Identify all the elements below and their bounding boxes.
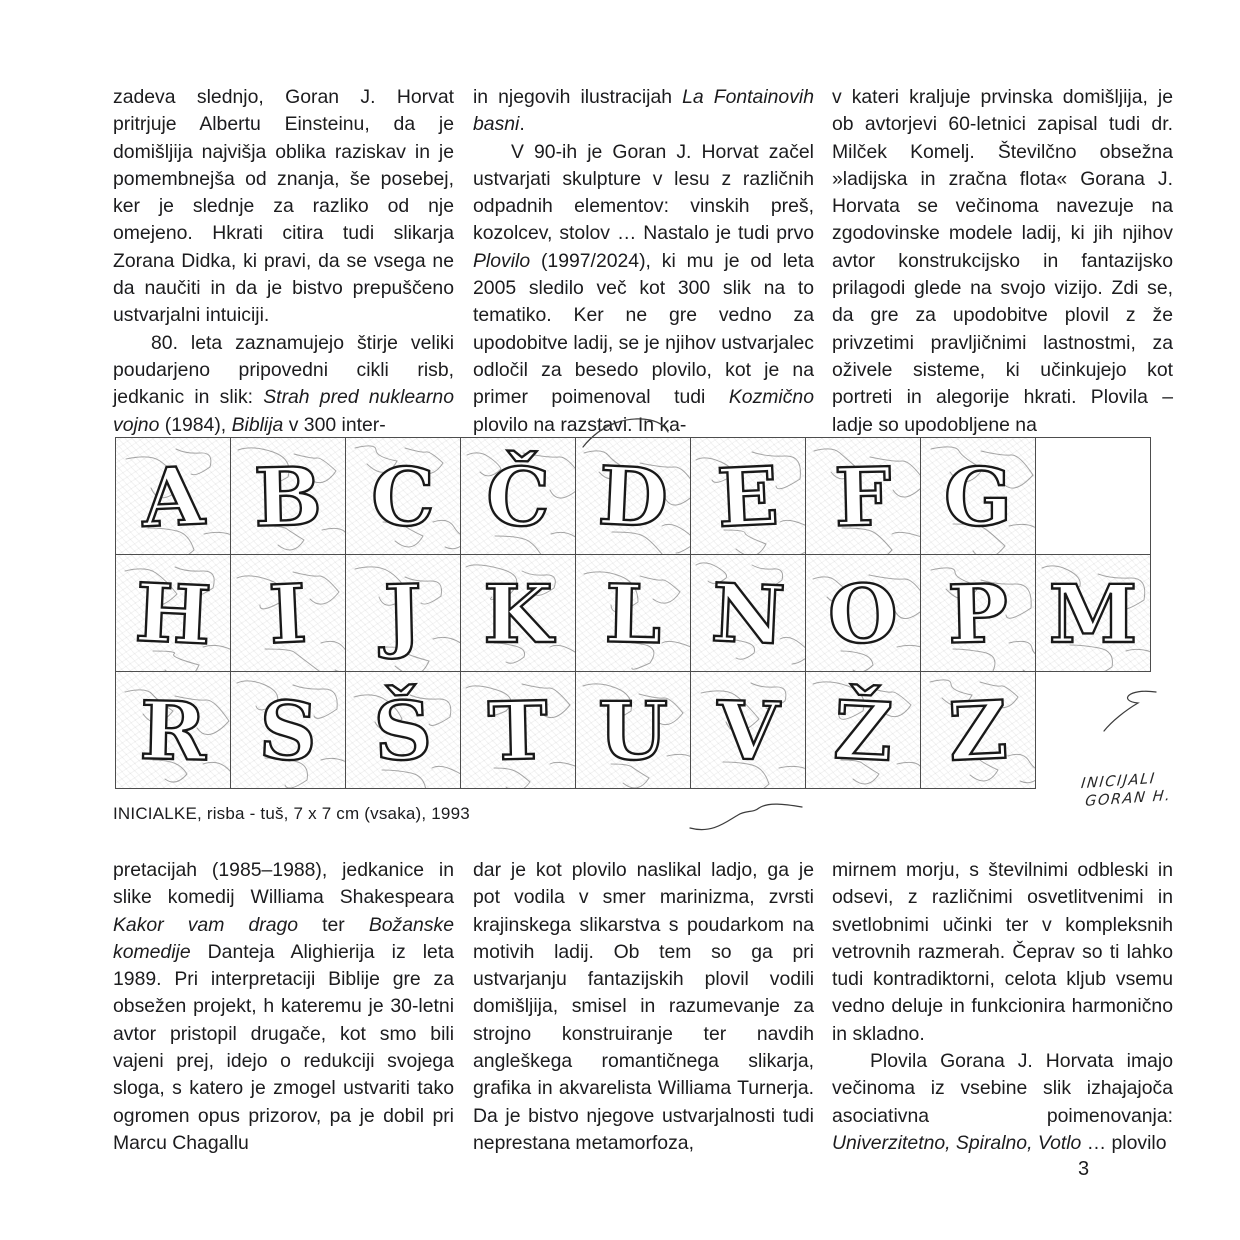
signature-line-1: INICIJALI	[1080, 770, 1157, 793]
italic-text: Biblija	[231, 413, 284, 436]
foliage-scribble	[897, 645, 920, 671]
initial-drawing-n	[691, 555, 805, 671]
initial-letter-f: F	[833, 449, 893, 545]
foliage-scribble	[662, 641, 690, 671]
initial-cell-j	[346, 555, 461, 672]
text-column-top-3	[832, 84, 1173, 439]
artist-signature	[1078, 769, 1174, 812]
initial-letter-š: Š	[371, 682, 434, 780]
initial-letter-z: Z	[946, 682, 1010, 780]
initial-cell-m	[1036, 555, 1151, 672]
text-run: dar je kot plovilo naslikal ladjo, ga je pot vodila v smer marinizma, zvrsti krajinskega slikarstva s poudarkom na motivih ladij. Ob tem so ga pri ustvarjanju fantazijskih plovil vodili domišljija, smisel in razumevanje za strojno konstruiranje ter navdih angleškega romantičnega slikarja, grafika in akvarelista Williama Turnerja. Da je bistvo njegove ustvarjalnosti tudi neprestana metamorfoza,	[473, 859, 814, 1154]
initial-letter-v: V	[715, 683, 781, 779]
initial-cell-c	[346, 438, 461, 555]
hand-drawn-swoosh-right	[1098, 686, 1162, 736]
text-column-bottom-1	[113, 857, 454, 1157]
initial-cell-s	[231, 672, 346, 789]
foliage-scribble	[203, 762, 230, 788]
text-run: (1984),	[159, 413, 232, 436]
text-run: pretacijah (1985–1988), jedkanice in slike komedij Williama Shakespeara	[113, 859, 454, 909]
text-run: Plovila Gorana J. Horvata imajo večinoma iz vsebine slik izhajajoča asociativna poimenovanja:	[832, 1050, 1173, 1127]
initial-drawing-k	[461, 555, 575, 671]
text-run: in njegovih ilustracijah	[473, 86, 683, 108]
text-run: mirnem morju, s številnimi odbleski in odsevi, z različnimi osvetlitvenimi in svetlobnimi učinki ter v kompleksnih vetrovnih razmerah. Čeprav so ti lahko tudi kontradiktorni, celota kljub vsemu vedno deluje in funkcionira harmonično in skladno.	[832, 859, 1173, 1045]
text-run: ter	[298, 913, 369, 936]
initial-cell-u	[576, 672, 691, 789]
text-run: (1997/2024), ki mu je od leta 2005 sledilo več kot 300 slik na to tematiko. Ker ne gre vedno za upodobitve ladij, se je njihov ustvarjalec odločil za besedo plovilo, kot je na primer poimenoval tudi	[473, 249, 814, 409]
initial-drawing-t	[461, 672, 575, 788]
initial-cell-o	[806, 555, 921, 672]
initial-letter-r: R	[138, 683, 208, 779]
text-run: v 300 inter-	[283, 413, 386, 436]
initial-cell-š	[346, 672, 461, 789]
initial-drawing-f	[806, 438, 920, 554]
initial-drawing-m	[1036, 555, 1150, 671]
initial-cell-l	[576, 555, 691, 672]
foliage-scribble	[1009, 524, 1035, 554]
initial-cell-i	[231, 555, 346, 672]
initial-cell-e	[691, 438, 806, 555]
initial-drawing-g	[921, 438, 1035, 554]
italic-text: Plovilo	[473, 249, 531, 272]
initial-cell-k	[461, 555, 576, 672]
paragraph	[473, 139, 814, 439]
initial-letter-d: D	[596, 448, 670, 546]
paragraph	[113, 84, 454, 330]
foliage-scribble	[433, 637, 460, 671]
initial-drawing-h	[116, 555, 230, 671]
initial-letter-e: E	[715, 448, 781, 546]
initial-drawing-i	[231, 555, 345, 671]
paragraph	[473, 857, 814, 1157]
text-run: 80. leta zaznamujejo štirje veliki poudarjeno pripovedni cikli risb, jedkanic in slik:	[113, 331, 454, 409]
italic-text: Strah pred nuklearno vojno	[113, 386, 454, 436]
foliage-scribble	[1008, 754, 1035, 782]
initial-letter-č: Č	[485, 449, 551, 545]
initial-drawing-j	[346, 555, 460, 671]
foliage-scribble	[892, 532, 920, 554]
initial-cell-t	[461, 672, 576, 789]
figure-caption: INICIALKE, risba - tuš, 7 x 7 cm (vsaka), 1993	[113, 804, 470, 823]
text-run: plovilo na razstavi. In ka-	[473, 413, 687, 436]
initial-letter-k: K	[483, 567, 553, 661]
initial-letter-g: G	[943, 450, 1013, 544]
paragraph	[832, 1048, 1173, 1157]
foliage-scribble	[780, 520, 805, 554]
initial-letter-i: I	[267, 566, 309, 662]
initial-cell-g	[921, 438, 1036, 555]
signature-line-2: GORAN H.	[1084, 787, 1173, 810]
initial-letter-s: S	[257, 682, 320, 780]
italic-text: Univerzitetno, Spiralno, Votlo	[832, 1131, 1082, 1154]
initial-letter-h: H	[133, 565, 214, 663]
initial-letter-b: B	[253, 449, 323, 545]
italic-text: La Fontainovih basni	[473, 86, 814, 136]
initial-letter-ž: Ž	[831, 682, 895, 780]
initials-illustration	[115, 437, 1151, 789]
text-run: .	[519, 113, 525, 136]
initial-drawing-c	[346, 438, 460, 554]
initial-drawing-ž	[806, 672, 920, 788]
initial-cell-a	[116, 438, 231, 555]
initial-drawing-p	[921, 555, 1035, 671]
initial-letter-t: T	[487, 683, 549, 779]
initial-drawing-a	[116, 438, 230, 554]
initial-cell-d	[576, 438, 691, 555]
paragraph	[113, 330, 454, 439]
foliage-scribble	[667, 754, 690, 788]
foliage-scribble	[432, 766, 460, 788]
initial-drawing-č	[461, 438, 575, 554]
initial-drawing-s	[231, 672, 345, 788]
italic-text: Kakor vam drago	[113, 913, 299, 936]
paragraph	[473, 84, 814, 139]
italic-text: Božanske komedije	[113, 913, 454, 963]
initial-letter-a: A	[139, 448, 207, 546]
initial-cell-z	[921, 672, 1036, 789]
initial-letter-c: C	[371, 450, 435, 544]
foliage-scribble	[550, 645, 575, 671]
initial-drawing-l	[576, 555, 690, 671]
initial-cell-v	[691, 672, 806, 789]
initial-drawing-e	[691, 438, 805, 554]
text-run: v kateri kraljuje prvinska domišljija, je ob avtorjevi 60-letnici zapisal tudi dr. Milček Komelj. Številčno obsežna »ladijska in zračna flota« Gorana J. Horvata se večinoma navezuje na zgodovinske modele ladij, ki jih njihov avtor konstrukcijsko in fantazijsko prilagodi glede na svojo vizijo. Zdi se, da gre za upodobitve plovil z že privzetimi pravljičnimi lastnostmi, za oživele sisteme, ki učinkujejo kot portreti in alegorije hkrati. Plovila – ladje so upodobljene na	[832, 86, 1173, 436]
foliage-scribble	[780, 637, 805, 664]
initial-letter-u: U	[598, 684, 668, 778]
initial-letter-p: P	[946, 566, 1010, 662]
text-run: Danteja Alighierija iz leta 1989. Pri interpretaciji Biblije gre za obsežen projekt, h kateremu je 30-letni avtor pristopil drugače, kot smo bili vajeni prej, idejo o redukciji svojega sloga, s katero je zmogel ustvariti tako ogromen opus prizorov, pa je dobil pri Marcu Chagallu	[113, 940, 454, 1154]
text-column-bottom-2	[473, 857, 814, 1157]
foliage-scribble	[433, 520, 460, 548]
initial-cell-r	[116, 672, 231, 789]
initial-drawing-r	[116, 672, 230, 788]
initial-letter-j: J	[382, 566, 423, 662]
initial-drawing-š	[346, 672, 460, 788]
foliage-scribble	[550, 762, 575, 788]
initial-cell-n	[691, 555, 806, 672]
initial-drawing-v	[691, 672, 805, 788]
text-column-top-2	[473, 84, 814, 439]
initial-drawing-z	[921, 672, 1035, 788]
initial-drawing-u	[576, 672, 690, 788]
text-column-bottom-3	[832, 857, 1173, 1157]
initial-letter-o: O	[825, 565, 900, 663]
text-column-top-1	[113, 84, 454, 439]
initial-letter-n: N	[709, 565, 787, 663]
paragraph	[832, 857, 1173, 1048]
initial-drawing-b	[231, 438, 345, 554]
paragraph	[113, 857, 454, 1157]
paragraph	[832, 84, 1173, 439]
foliage-scribble	[321, 641, 345, 671]
initial-letter-l: L	[603, 566, 663, 662]
text-run: V 90-ih je Goran J. Horvat začel ustvarjati skulpture v lesu z različnih odpadnih elementov: vinskih preš, kozolcev, stolov … Nastalo je tudi prvo	[473, 140, 814, 245]
empty-cell	[1036, 438, 1151, 555]
foliage-scribble	[551, 532, 575, 554]
foliage-scribble	[321, 758, 345, 788]
foliage-scribble	[779, 766, 805, 788]
initial-cell-p	[921, 555, 1036, 672]
initial-cell-f	[806, 438, 921, 555]
initial-cell-č	[461, 438, 576, 555]
initial-letter-m: M	[1048, 567, 1138, 661]
initial-drawing-d	[576, 438, 690, 554]
page-number: 3	[1078, 1158, 1090, 1180]
foliage-scribble	[897, 762, 920, 788]
foliage-scribble	[322, 528, 345, 554]
initial-cell-ž	[806, 672, 921, 789]
text-run: zadeva slednjo, Goran J. Horvat pritrjuje Albertu Einsteinu, da je domišljija najvišja oblika raziskav in je pomembnejša od znanja, še posebej, ker je slednje za razliko od nje omejeno. Hkrati citira tudi slikarja Zorana Didka, ki pravi, da se vsega ne da naučiti in da je bistvo prepuščeno ustvarjalni intuiciji.	[113, 86, 454, 327]
initial-cell-b	[231, 438, 346, 555]
initial-drawing-o	[806, 555, 920, 671]
foliage-scribble	[204, 532, 230, 554]
initial-cell-h	[116, 555, 231, 672]
foliage-scribble	[1009, 641, 1035, 671]
text-run: … plovilo	[1081, 1131, 1167, 1154]
hand-drawn-scribble-bottom	[686, 798, 808, 836]
italic-text: Kozmično	[728, 386, 814, 409]
